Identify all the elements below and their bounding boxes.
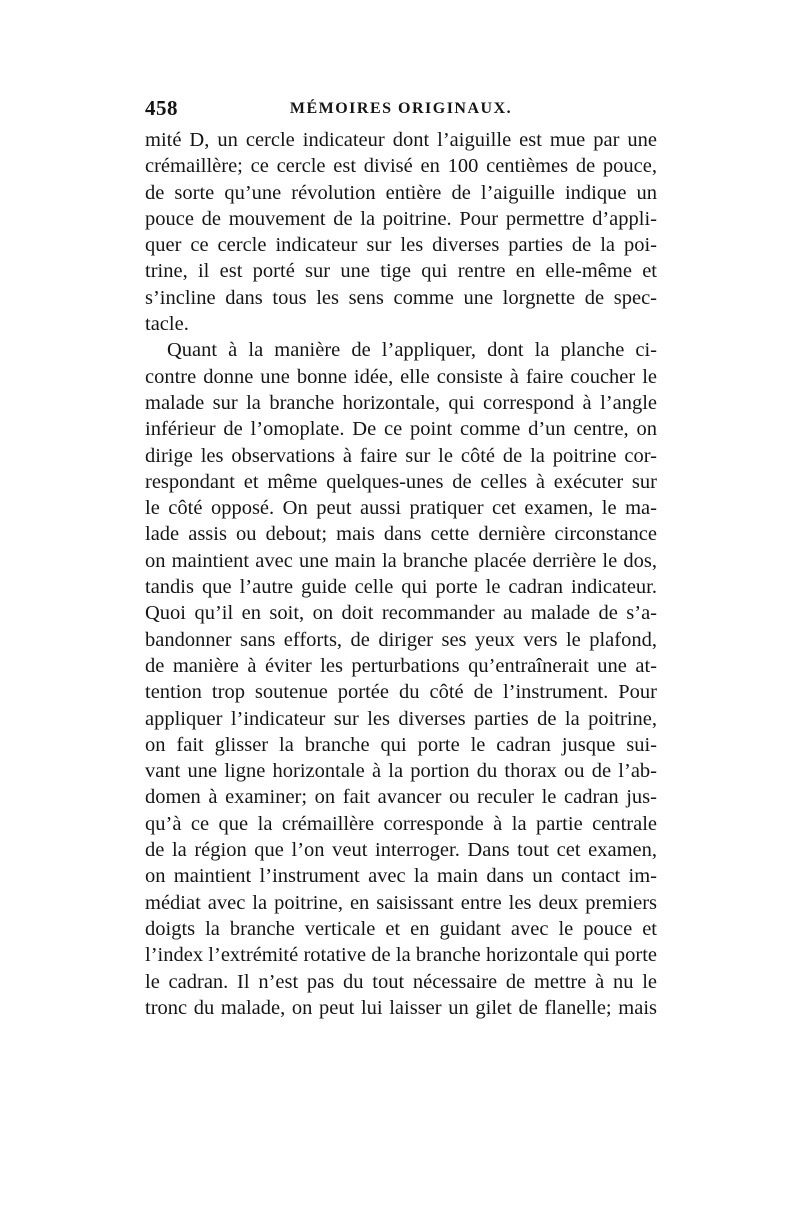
body-text (145, 127, 657, 1021)
text-line: qu’à ce que la crémaillère corresponde à la partie centrale (145, 812, 657, 835)
text-line: domen à examiner; on fait avancer ou reculer le cadran jus- (145, 786, 657, 809)
text-line: dirige les observations à faire sur le côté de la poitrine cor- (145, 444, 657, 467)
text-line: médiat avec la poitrine, en saisissant entre les deux premiers (145, 891, 657, 914)
text-line: de sorte qu’une révolution entière de l’aiguille indique un (145, 181, 657, 204)
page-number: 458 (145, 96, 178, 120)
text-line: s’incline dans tous les sens comme une lorgnette de spec- (145, 286, 657, 309)
text-line: de manière à éviter les perturbations qu’entraînerait une at- (145, 654, 657, 677)
page-header (145, 96, 657, 124)
text-line: l’index l’extrémité rotative de la branche horizontale qui porte (145, 944, 657, 967)
running-title: MÉMOIRES ORIGINAUX. (289, 100, 513, 117)
text-line: tronc du malade, on peut lui laisser un gilet de flanelle; mais (145, 996, 657, 1019)
text-line: on maintient avec une main la branche placée derrière le dos, (145, 549, 657, 572)
text-line: on fait glisser la branche qui porte le cadran jusque sui- (145, 733, 657, 756)
text-line: trine, il est porté sur une tige qui rentre en elle-même et (145, 260, 657, 283)
text-line: pouce de mouvement de la poitrine. Pour permettre d’appli- (145, 207, 657, 230)
text-line: tandis que l’autre guide celle qui porte le cadran indicateur. (145, 576, 657, 599)
text-line: le cadran. Il n’est pas du tout nécessaire de mettre à nu le (145, 970, 657, 993)
text-line: Quoi qu’il en soit, on doit recommander au malade de s’a- (145, 602, 657, 625)
text-line: contre donne une bonne idée, elle consiste à faire coucher le (145, 365, 657, 388)
text-line: respondant et même quelques-unes de celles à exécuter sur (145, 470, 657, 493)
text-line: lade assis ou debout; mais dans cette dernière circonstance (145, 523, 657, 546)
text-line: tention trop soutenue portée du côté de l’instrument. Pour (145, 681, 657, 704)
text-line: de la région que l’on veut interroger. Dans tout cet examen, (145, 839, 657, 862)
text-line: inférieur de l’omoplate. De ce point comme d’un centre, on (145, 418, 657, 441)
text-line: appliquer l’indicateur sur les diverses parties de la poitrine, (145, 707, 657, 730)
text-line: mité D, un cercle indicateur dont l’aiguille est mue par une (145, 129, 657, 151)
text-line: doigts la branche verticale et en guidant avec le pouce et (145, 917, 657, 940)
text-line: bandonner sans efforts, de diriger ses yeux vers le plafond, (145, 628, 657, 651)
text-line: tacle. (145, 313, 189, 336)
text-line: malade sur la branche horizontale, qui correspond à l’angle (145, 391, 657, 414)
text-line: on maintient l’instrument avec la main dans un contact im- (145, 865, 657, 888)
text-line: quer ce cercle indicateur sur les diverses parties de la poi- (145, 234, 657, 257)
text-line: Quant à la manière de l’appliquer, dont la planche ci- (167, 339, 657, 362)
text-line: le côté opposé. On peut aussi pratiquer cet examen, le ma- (145, 497, 657, 520)
text-line: crémaillère; ce cercle est divisé en 100 centièmes de pouce, (145, 155, 657, 178)
text-line: vant une ligne horizontale à la portion du thorax ou de l’ab- (145, 760, 657, 783)
